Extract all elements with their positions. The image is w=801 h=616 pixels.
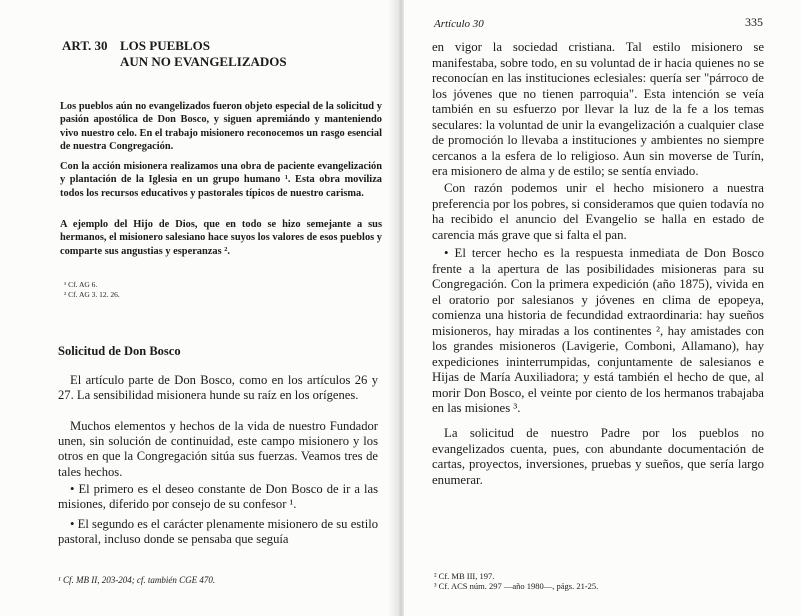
- left-page: [0, 0, 396, 616]
- title-line-2: AUN NO EVANGELIZADOS: [120, 54, 287, 69]
- article-number: ART. 30: [62, 38, 108, 53]
- right-paragraph-1: en vigor la sociedad cristiana. Tal estilo misionero se manifestaba, sobre todo, en su voluntad de ir hacia quienes no se reconocían en las instituciones eclesiales: quería ser "párroco de los jóvenes que no tienen parroquia". Esta intención se veía también en su esfuerzo por llevar la luz de la fe a los temas seculares: la voluntad de unir la evangelización a cualquier clase de promoción lo llevaba a instituciones y ambientes no siempre cercanos a la esfera de lo religioso. Aun sin moverse de Turín, era misionero de alma y de estilo; se sentía enviado.: [432, 40, 764, 178]
- constitution-note-2: ² Cf. AG 3. 12. 26.: [64, 290, 120, 299]
- right-page: [404, 0, 801, 616]
- constitution-paragraph-1: Los pueblos aún no evangelizados fueron objeto especial de la solicitud y pasión apostólica de Don Bosco, y siguen apremiándo y manteniendo vivo nuestro celo. En el trabajo misionero reconocemos un rasgo esencial de nuestra Congregación.: [60, 101, 382, 152]
- body-paragraph-2: Muchos elementos y hechos de la vida de nuestro Fundador unen, sin solución de continuidad, este campo misionero y los otros en que la Congregación sitúa sus fuerzas. Veamos tres de tales hechos.: [58, 419, 378, 479]
- footnote-1: ¹ Cf. MB II, 203-204; cf. también CGE 470.: [58, 575, 216, 585]
- right-paragraph-3: • El tercer hecho es la respuesta inmediata de Don Bosco frente a la apertura de las posibilidades misioneras para su Congregación. Con la primera expedición (año 1875), vivida en el oratorio por salesianos y jóvenes en clima de epopeya, comienza una historia de fecundidad extraordinaria: hay sueños misioneros, hay miradas a los continentes ², hay amistades con los grandes misioneros (Lavigerie, Comboni, Allamano), hay expediciones ininterrumpidas, conjuntamente de salesianos e Hijas de María Auxiliadora; y está también el hecho de que, al morir Don Bosco, el veinte por ciento de los hermanos trabajaba en las misiones ³.: [432, 246, 764, 415]
- right-paragraph-2: Con razón podemos unir el hecho misionero a nuestra preferencia por los pobres, si consideramos que quien todavía no ha recibido el anuncio del Evangelio se halla en estado de carencia más grave que si falta el pan.: [432, 181, 764, 242]
- running-head: Artículo 30: [434, 18, 484, 30]
- article-title: [62, 38, 362, 70]
- bullet-paragraph-1: • El primero es el deseo constante de Don Bosco de ir a las misiones, diferido por consejo de su confesor ¹.: [58, 482, 378, 512]
- constitution-note-1: ¹ Cf. AG 6.: [64, 280, 98, 289]
- constitution-paragraph-3: A ejemplo del Hijo de Dios, que en todo se hizo semejante a sus hermanos, el misionero salesiano hace suyos los valores de esos pueblos y comparte sus angustias y esperanzas ².: [60, 219, 382, 257]
- right-paragraph-4: La solicitud de nuestro Padre por los pueblos no evangelizados cuenta, pues, con abundante documentación de cartas, proyectos, inversiones, pruebas y sueños, que sería largo enumerar.: [432, 426, 764, 487]
- body-paragraph-1: El artículo parte de Don Bosco, como en los artículos 26 y 27. La sensibilidad misionera hunde su raíz en los orígenes.: [58, 373, 378, 403]
- page-number: 335: [745, 15, 763, 29]
- section-heading: Solicitud de Don Bosco: [58, 344, 181, 358]
- footnote-2: ² Cf. MB III, 197.: [434, 571, 495, 581]
- footnote-3: ³ Cf. ACS núm. 297 —año 1980—, págs. 21-25.: [434, 581, 599, 591]
- bullet-paragraph-2: • El segundo es el carácter plenamente misionero de su estilo pastoral, incluso donde se pensaba que seguía: [58, 517, 378, 547]
- constitution-paragraph-2: Con la acción misionera realizamos una obra de paciente evangelización y plantación de la Iglesia en un grupo humano ¹. Esta obra moviliza todos los recursos educativos y pastorales típicos de nuestro carisma.: [60, 161, 382, 199]
- title-line-1: LOS PUEBLOS: [120, 38, 210, 53]
